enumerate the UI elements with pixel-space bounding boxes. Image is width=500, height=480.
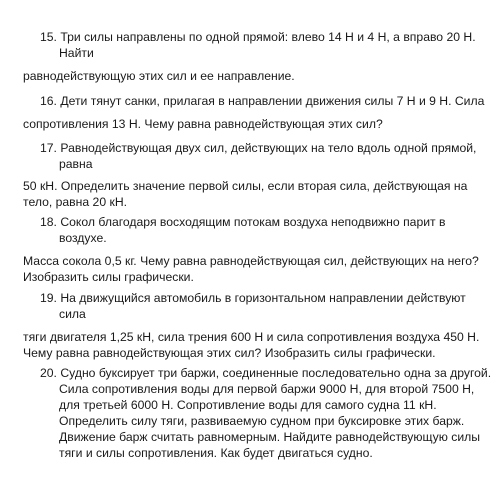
- problem-17-line-2: равна: [59, 157, 93, 171]
- problem-15-number: 15.: [40, 30, 57, 44]
- problem-15-line-2: Найти: [59, 46, 94, 60]
- problem-19-text-1: На движущийся автомобиль в горизонтальном направлении действуют: [60, 291, 466, 305]
- problem-16-continuation-1: сопротивления 13 Н. Чему равна равнодействующая этих сил?: [23, 117, 383, 131]
- problem-18-line-1: [40, 214, 445, 231]
- problem-18-continuation-2: Изобразить силы графически.: [23, 270, 194, 284]
- problem-16-number: 16.: [40, 94, 57, 108]
- problem-15-text-1: Три силы направлены по одной прямой: влево 14 Н и 4 Н, а вправо 20 Н.: [60, 30, 476, 44]
- problem-20-number: 20.: [40, 366, 57, 380]
- problem-17-line-1: [40, 140, 476, 157]
- problem-17-continuation-1: 50 кН. Определить значение первой силы, если вторая сила, действующая на: [23, 179, 468, 193]
- problem-19-line-2: сила: [59, 307, 86, 321]
- problem-20-text-1: Судно буксирует три баржи, соединенные последовательно одна за другой.: [60, 366, 492, 380]
- problem-19-number: 19.: [40, 291, 57, 305]
- problem-18-number: 18.: [40, 215, 57, 229]
- problem-19-continuation-2: Чему равна равнодействующая этих сил? Изобразить силы графически.: [23, 346, 436, 360]
- problem-18-continuation-1: Масса сокола 0,5 кг. Чему равна равнодействующая сил, действующих на него?: [23, 254, 479, 268]
- problem-20-line-4: Определить силу тяги, развиваемую судном при буксировке этих барж.: [59, 414, 465, 428]
- problem-19-continuation-1: тяги двигателя 1,25 кН, сила трения 600 Н и сила сопротивления воздуха 450 Н.: [23, 330, 480, 344]
- problem-17-number: 17.: [40, 141, 57, 155]
- problem-19-line-1: [40, 290, 466, 307]
- problem-17-continuation-2: тело, равна 20 кН.: [23, 195, 128, 209]
- problem-16-text-1: Дети тянут санки, прилагая в направлении движения силы 7 Н и 9 Н. Сила: [60, 94, 485, 108]
- problem-18-line-2: воздухе.: [59, 231, 107, 245]
- problem-18-text-1: Сокол благодаря восходящим потокам воздуха неподвижно парит в: [60, 215, 446, 229]
- problem-15-line-1: [40, 29, 476, 46]
- problem-20-line-2: Сила сопротивления воды для первой баржи 9000 Н, для второй 7500 Н,: [59, 382, 475, 396]
- problem-20-line-3: для третьей 6000 Н. Сопротивление воды для самого судна 11 кН.: [59, 398, 437, 412]
- problem-20-line-1: [40, 365, 491, 382]
- problem-20-line-5: Движение барж считать равномерным. Найдите равнодействующую силы: [59, 430, 481, 444]
- problem-17-text-1: Равнодействующая двух сил, действующих на тело вдоль одной прямой,: [60, 141, 477, 155]
- problem-16-line-1: [40, 93, 484, 110]
- problem-15-continuation-1: равнодействующую этих сил и ее направление.: [23, 69, 295, 83]
- problem-20-line-6: тяги и силы сопротивления. Как будет двигаться судно.: [59, 446, 373, 460]
